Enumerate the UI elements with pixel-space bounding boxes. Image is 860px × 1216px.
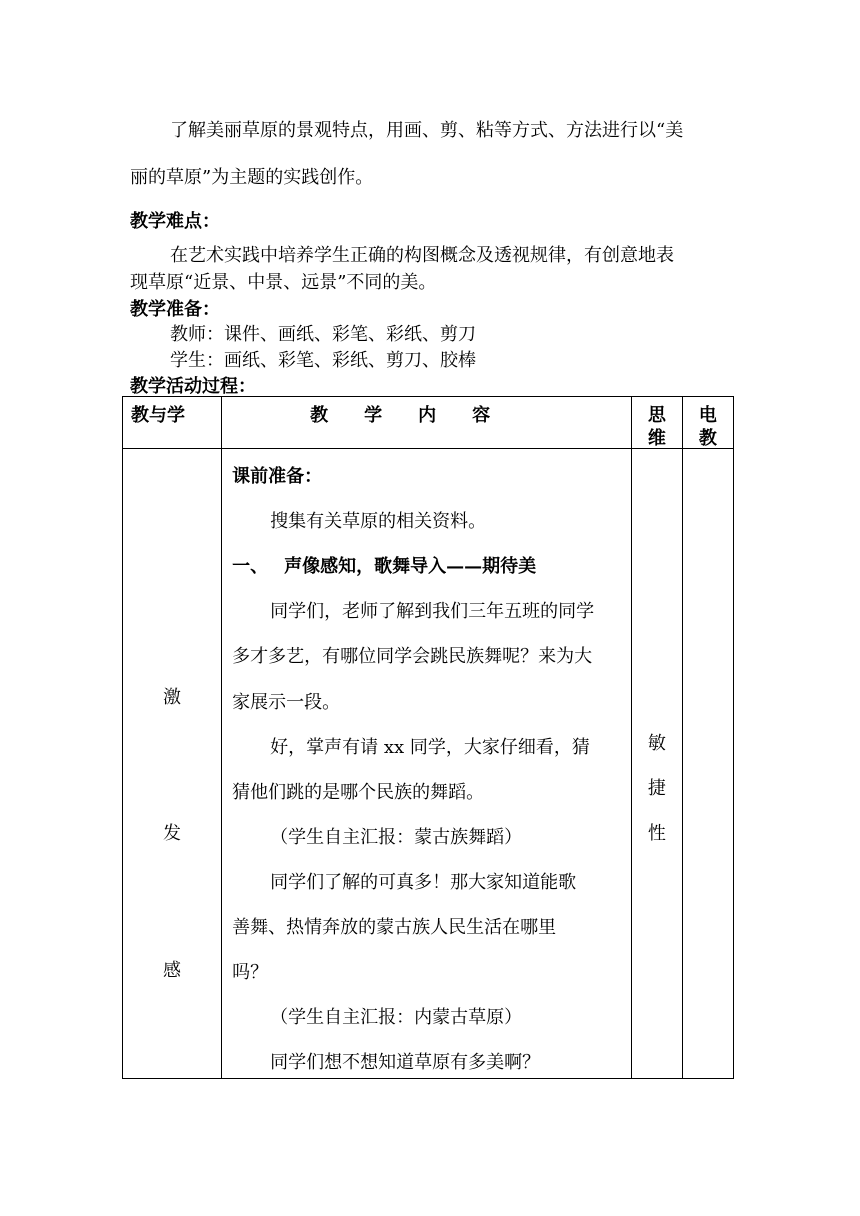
- para3: （学生自主汇报：蒙古族舞蹈）: [270, 827, 523, 848]
- header-cell-content: [222, 397, 632, 449]
- header-teach-learn: 教与学: [131, 405, 185, 426]
- process-heading: 教学活动过程：: [130, 376, 256, 397]
- intro-line-1: 了解美丽草原的景观特点，用画、剪、粘等方式、方法进行以“美: [170, 120, 684, 141]
- header-cell-teach-learn: [123, 397, 222, 449]
- para4-line1: 同学们了解的可真多！那大家知道能歌: [270, 872, 577, 893]
- para4-line3: 吗？: [232, 962, 269, 983]
- header-cell-media: [682, 397, 733, 449]
- table-header-row: [123, 397, 734, 449]
- para5: （学生自主汇报：内蒙古草原）: [270, 1007, 523, 1028]
- thinking-char-2: 捷: [647, 778, 666, 799]
- table-body-row: [123, 449, 734, 1079]
- section-number: 一、: [232, 556, 269, 577]
- difficulty-line-1: 在艺术实践中培养学生正确的构图概念及透视规律，有创意地表: [170, 245, 674, 266]
- section-title: 声像感知，歌舞导入——期待美: [284, 556, 537, 577]
- para6: 同学们想不想知道草原有多美啊？: [270, 1052, 541, 1073]
- header-cell-thinking: [631, 397, 682, 449]
- header-content: 教 学 内 容: [310, 405, 491, 426]
- stage-char-2: 发: [163, 823, 181, 844]
- intro-line-2: 丽的草原”为主题的实践创作。: [130, 167, 374, 188]
- header-media-2: 教: [698, 428, 717, 449]
- para1-line2: 多才多艺，有哪位同学会跳民族舞呢？来为大: [232, 646, 593, 667]
- thinking-char-3: 性: [647, 823, 666, 844]
- para4-line2: 善舞、热情奔放的蒙古族人民生活在哪里: [232, 917, 557, 938]
- preparation-teacher: 教师：课件、画纸、彩笔、彩纸、剪刀: [170, 324, 476, 345]
- header-media-1: 电: [698, 405, 717, 426]
- activity-table: [122, 396, 734, 1079]
- thinking-cell: [631, 449, 682, 1079]
- stage-char-3: 感: [163, 960, 181, 981]
- thinking-char-1: 敏: [647, 733, 666, 754]
- para2-line1: 好，掌声有请 xx 同学，大家仔细看，猜: [270, 737, 590, 758]
- header-thinking-2: 维: [647, 428, 666, 449]
- para1-line1: 同学们，老师了解到我们三年五班的同学: [270, 601, 595, 622]
- difficulty-line-2: 现草原“近景、中景、远景”不同的美。: [130, 272, 437, 293]
- preparation-student: 学生：画纸、彩笔、彩纸、剪刀、胶棒: [170, 350, 476, 371]
- header-thinking-1: 思: [647, 405, 666, 426]
- preparation-heading: 教学准备：: [130, 299, 220, 320]
- para2-line2: 猜他们跳的是哪个民族的舞蹈。: [232, 782, 485, 803]
- media-cell: [682, 449, 733, 1079]
- difficulty-heading: 教学难点：: [130, 211, 220, 232]
- prep-text: 搜集有关草原的相关资料。: [270, 511, 487, 532]
- content-cell: [222, 449, 632, 1079]
- stage-char-1: 激: [163, 687, 181, 708]
- prep-heading: 课前准备：: [232, 466, 323, 487]
- stage-cell: [123, 449, 222, 1079]
- para1-line3: 家展示一段。: [232, 692, 341, 713]
